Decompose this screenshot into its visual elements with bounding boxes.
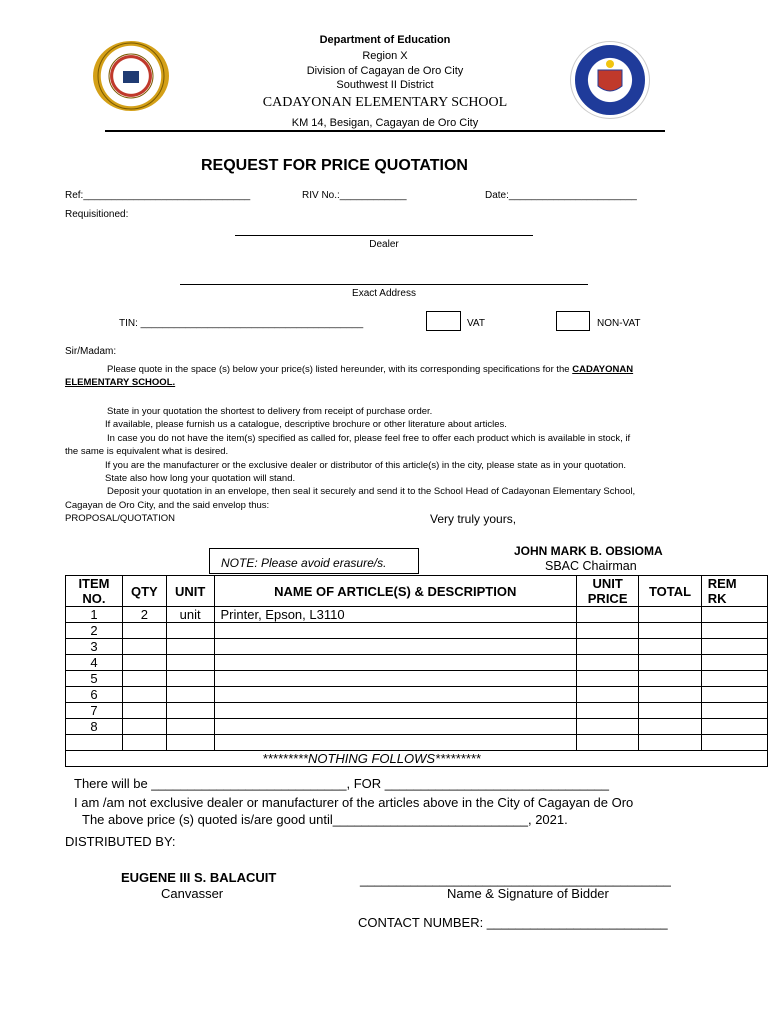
cell-remarks[interactable] [701, 703, 767, 719]
dealer-line[interactable] [235, 235, 533, 236]
table-row [66, 719, 768, 735]
cell-item[interactable] [66, 735, 123, 751]
table-footer-row [66, 751, 768, 767]
paragraph-1-text: Please quote in the space (s) below your price(s) listed hereunder, with its corresponding specifications for the [107, 364, 570, 375]
cell-qty[interactable] [122, 655, 166, 671]
cell-total[interactable] [639, 655, 701, 671]
cell-unit-price[interactable] [577, 607, 639, 623]
cell-remarks[interactable] [701, 687, 767, 703]
table-row [66, 639, 768, 655]
header-unit: UNIT [166, 576, 214, 607]
cell-description[interactable] [214, 639, 577, 655]
contact-number[interactable]: CONTACT NUMBER: _________________________ [358, 915, 668, 930]
cell-item[interactable]: 4 [66, 655, 123, 671]
header-rule [105, 130, 665, 132]
header-qty: QTY [122, 576, 166, 607]
dept-name: Department of Education [319, 34, 451, 46]
cell-remarks[interactable] [701, 655, 767, 671]
cell-item[interactable]: 7 [66, 703, 123, 719]
signer-name: JOHN MARK B. OBSIOMA [514, 544, 663, 558]
cell-unit[interactable] [166, 671, 214, 687]
cell-qty[interactable] [122, 639, 166, 655]
deped-seal-right [570, 41, 650, 119]
instruction-3: In case you do not have the item(s) specified as called for, please feel free to offer each product which is available in stock, if [107, 432, 631, 444]
exclusive-statement: I am /am not exclusive dealer or manufacturer of the articles above in the City of Cagayan de Oro [74, 795, 634, 810]
cell-description[interactable] [214, 623, 577, 639]
cell-remarks[interactable] [701, 639, 767, 655]
paragraph-1-school-b: ELEMENTARY SCHOOL. [65, 377, 176, 388]
cell-unit-price[interactable] [577, 655, 639, 671]
date-field[interactable]: Date:_______________________ [485, 190, 637, 201]
distributed-by: DISTRIBUTED BY: [65, 834, 176, 849]
proposal-label: PROPOSAL/QUOTATION [65, 513, 175, 525]
cell-remarks[interactable] [701, 735, 767, 751]
cell-description[interactable] [214, 655, 577, 671]
cell-item[interactable]: 3 [66, 639, 123, 655]
cell-unit-price[interactable] [577, 671, 639, 687]
cell-unit[interactable] [166, 655, 214, 671]
cell-total[interactable] [639, 687, 701, 703]
requisitioned-label: Requisitioned: [65, 209, 129, 220]
paragraph-1 [65, 363, 705, 389]
cell-unit-price[interactable] [577, 719, 639, 735]
table-header-row [66, 576, 768, 607]
closing: Very truly yours, [430, 512, 517, 526]
deped-seal-left [93, 41, 169, 111]
cell-total[interactable] [639, 703, 701, 719]
cell-unit-price[interactable] [577, 623, 639, 639]
cell-description[interactable] [214, 735, 577, 751]
table-row [66, 655, 768, 671]
table-row [66, 607, 768, 623]
cell-unit-price[interactable] [577, 639, 639, 655]
instruction-5: State also how long your quotation will stand. [105, 473, 296, 485]
instruction-1: State in your quotation the shortest to delivery from receipt of purchase order. [107, 406, 433, 417]
cell-description[interactable] [214, 703, 577, 719]
items-table [65, 575, 768, 767]
cell-total[interactable] [639, 671, 701, 687]
region: Region X [362, 50, 408, 62]
cell-total[interactable] [639, 623, 701, 639]
there-will-be-line[interactable]: There will be ___________________________, FOR _______________________________ [74, 776, 609, 791]
seal-right-icon [571, 42, 649, 118]
instruction-6b: Cagayan de Oro City, and the said envelop thus: [65, 499, 270, 511]
school-address: KM 14, Besigan, Cagayan de Oro City [291, 117, 479, 129]
cell-unit-price[interactable] [577, 735, 639, 751]
header-remarks: REM RK [701, 576, 767, 607]
instruction-3b: the same is equivalent what is desired. [65, 446, 229, 458]
cell-remarks[interactable] [701, 671, 767, 687]
vat-checkbox[interactable] [426, 311, 461, 331]
cell-total[interactable] [639, 639, 701, 655]
canvasser-name: EUGENE III S. BALACUIT [121, 870, 277, 885]
table-row [66, 735, 768, 751]
canvasser-title: Canvasser [161, 886, 224, 901]
paragraph-1-school-a: CADAYONAN [572, 364, 634, 375]
cell-qty[interactable] [122, 719, 166, 735]
header-item-no: ITEM NO. [66, 576, 123, 607]
cell-remarks[interactable] [701, 607, 767, 623]
instructions [65, 405, 715, 526]
note-text: NOTE: Please avoid erasure/s. [221, 556, 387, 570]
cell-unit[interactable] [166, 687, 214, 703]
cell-unit[interactable] [166, 703, 214, 719]
cell-description[interactable] [214, 671, 577, 687]
cell-unit-price[interactable] [577, 687, 639, 703]
nothing-follows: *********NOTHING FOLLOWS********* [66, 751, 768, 767]
school-name: CADAYONAN ELEMENTARY SCHOOL [262, 95, 508, 110]
cell-description[interactable]: Printer, Epson, L3110 [214, 607, 577, 623]
cell-item[interactable]: 8 [66, 719, 123, 735]
form-title: REQUEST FOR PRICE QUOTATION [201, 157, 468, 174]
cell-qty[interactable]: 2 [122, 607, 166, 623]
cell-item[interactable]: 5 [66, 671, 123, 687]
cell-remarks[interactable] [701, 623, 767, 639]
header-description: NAME OF ARTICLE(S) & DESCRIPTION [214, 576, 577, 607]
cell-remarks[interactable] [701, 719, 767, 735]
good-until-line[interactable]: The above price (s) quoted is/are good until___________________________, 2021. [82, 812, 568, 827]
salutation: Sir/Madam: [65, 346, 117, 357]
cell-total[interactable] [639, 607, 701, 623]
header-unit-price: UNIT PRICE [577, 576, 639, 607]
bidder-label: Name & Signature of Bidder [447, 886, 609, 901]
cell-unit[interactable] [166, 735, 214, 751]
nonvat-checkbox[interactable] [556, 311, 590, 331]
cell-qty[interactable] [122, 687, 166, 703]
cell-unit-price[interactable] [577, 703, 639, 719]
division: Division of Cagayan de Oro City [306, 65, 464, 77]
tin-field[interactable]: TIN: ________________________________________ [119, 318, 364, 329]
cell-unit[interactable] [166, 639, 214, 655]
cell-description[interactable] [214, 719, 577, 735]
cell-item[interactable]: 2 [66, 623, 123, 639]
address-label: Exact Address [352, 288, 416, 299]
table-row [66, 703, 768, 719]
cell-total[interactable] [639, 735, 701, 751]
cell-unit[interactable]: unit [166, 607, 214, 623]
cell-item[interactable]: 6 [66, 687, 123, 703]
instruction-4: If you are the manufacturer or the exclusive dealer or distributor of this article(s) in the city, please state as in your quotation. [105, 459, 626, 471]
dealer-label: Dealer [369, 239, 399, 250]
bidder-signature-line[interactable]: ___________________________________________ [360, 872, 671, 887]
instruction-2: If available, please furnish us a catalogue, descriptive brochure or other literature about articles. [105, 419, 507, 431]
cell-unit[interactable] [166, 623, 214, 639]
nonvat-label: NON-VAT [597, 318, 641, 329]
cell-description[interactable] [214, 687, 577, 703]
cell-qty[interactable] [122, 735, 166, 751]
table-row [66, 623, 768, 639]
table-row [66, 671, 768, 687]
riv-field[interactable]: RIV No.:____________ [302, 190, 407, 201]
instruction-6: Deposit your quotation in an envelope, then seal it securely and send it to the School Head of Cadayonan Elementary School, [107, 486, 636, 498]
cell-qty[interactable] [122, 671, 166, 687]
cell-qty[interactable] [122, 623, 166, 639]
cell-total[interactable] [639, 719, 701, 735]
signer-title: SBAC Chairman [545, 559, 637, 573]
district: Southwest II District [336, 79, 434, 91]
note-box [209, 548, 419, 574]
ref-field[interactable]: Ref:______________________________ [65, 190, 251, 201]
seal-left-icon [93, 41, 169, 111]
cell-item[interactable]: 1 [66, 607, 123, 623]
header-total: TOTAL [639, 576, 701, 607]
cell-unit[interactable] [166, 719, 214, 735]
vat-label: VAT [467, 318, 485, 329]
table-row [66, 687, 768, 703]
cell-qty[interactable] [122, 703, 166, 719]
address-line[interactable] [180, 284, 588, 285]
